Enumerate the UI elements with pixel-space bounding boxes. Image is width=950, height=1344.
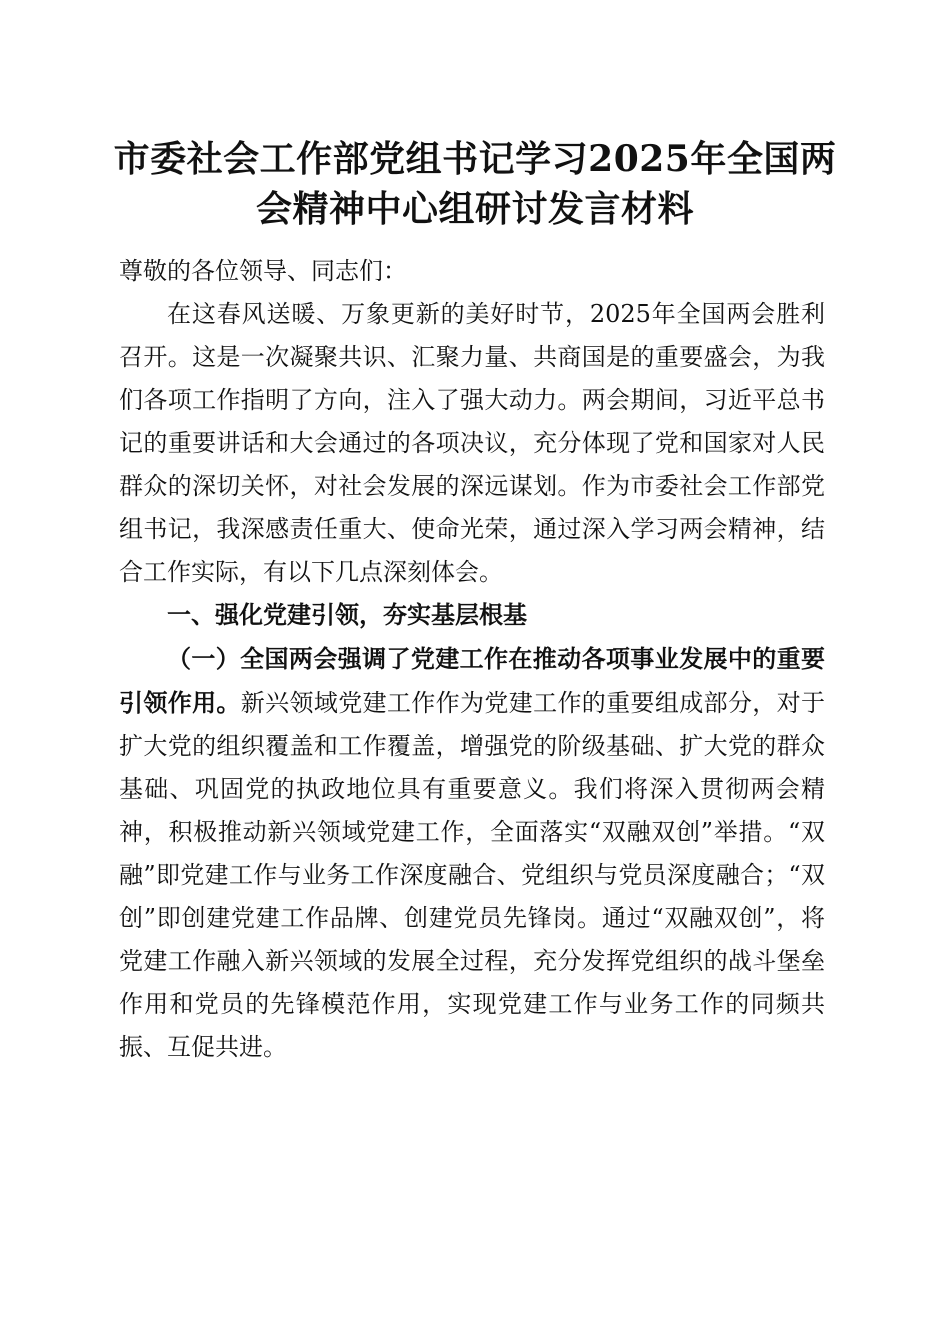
title-line-1: 市委社会工作部党组书记学习2025年全国两 (113, 138, 837, 180)
subsection-1-paragraph (119, 637, 825, 1069)
intro-paragraph: 在这春风送暖、万象更新的美好时节，2025年全国两会胜利召开。这是一次凝聚共识、汇聚力量、共商国是的重要盛会，为我们各项工作指明了方向，注入了强大动力。两会期间，习近平总书记的重要讲话和大会通过的各项决议，充分体现了党和国家对人民群众的深切关怀，对社会发展的深远谋划。作为市委社会工作部党组书记，我深感责任重大、使命光荣，通过深入学习两会精神，结合工作实际，有以下几点深刻体会。 (119, 300, 825, 586)
document-body (119, 250, 825, 1069)
document-title (100, 134, 850, 234)
subsection-1-text: 新兴领域党建工作作为党建工作的重要组成部分，对于扩大党的组织覆盖和工作覆盖，增强党的阶级基础、扩大党的群众基础、巩固党的执政地位具有重要意义。我们将深入贯彻两会精神，积极推动新兴领域党建工作，全面落实“双融双创”举措。“双融”即党建工作与业务工作深度融合、党组织与党员深度融合；“双创”即创建党建工作品牌、创建党员先锋岗。通过“双融双创”，将党建工作融入新兴领域的发展全过程，充分发挥党组织的战斗堡垒作用和党员的先锋模范作用，实现党建工作与业务工作的同频共振、互促共进。 (119, 689, 826, 1061)
salutation: 尊敬的各位领导、同志们： (119, 257, 407, 285)
section-1-heading: 一、强化党建引领，夯实基层根基 (167, 601, 527, 629)
title-line-2: 会精神中心组研讨发言材料 (255, 188, 694, 230)
subsection-1-lead: （一）全国两会强调了党建工作在推动各项事业发展中的重要引领作用。 (119, 644, 825, 717)
